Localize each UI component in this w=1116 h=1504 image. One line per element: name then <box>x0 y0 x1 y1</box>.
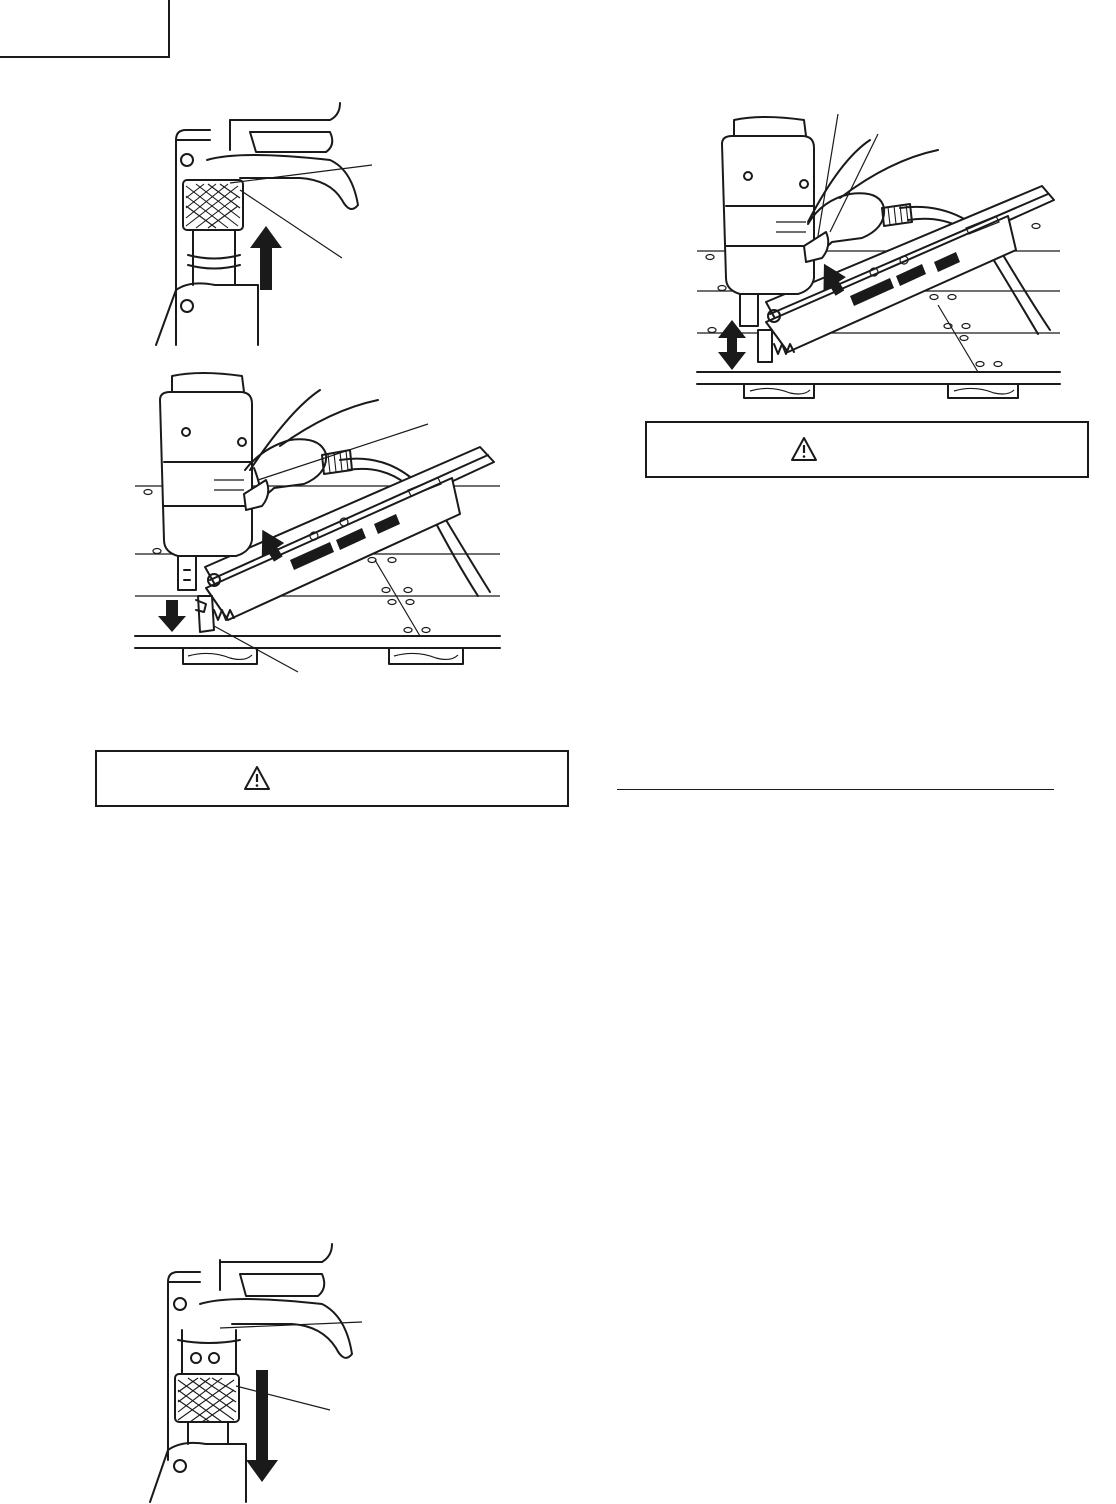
warning-triangle-icon <box>243 765 271 791</box>
warning-triangle-icon <box>790 436 818 462</box>
section-divider <box>617 789 1054 790</box>
warning-box-right <box>645 421 1089 478</box>
warning-box-left <box>95 750 569 807</box>
